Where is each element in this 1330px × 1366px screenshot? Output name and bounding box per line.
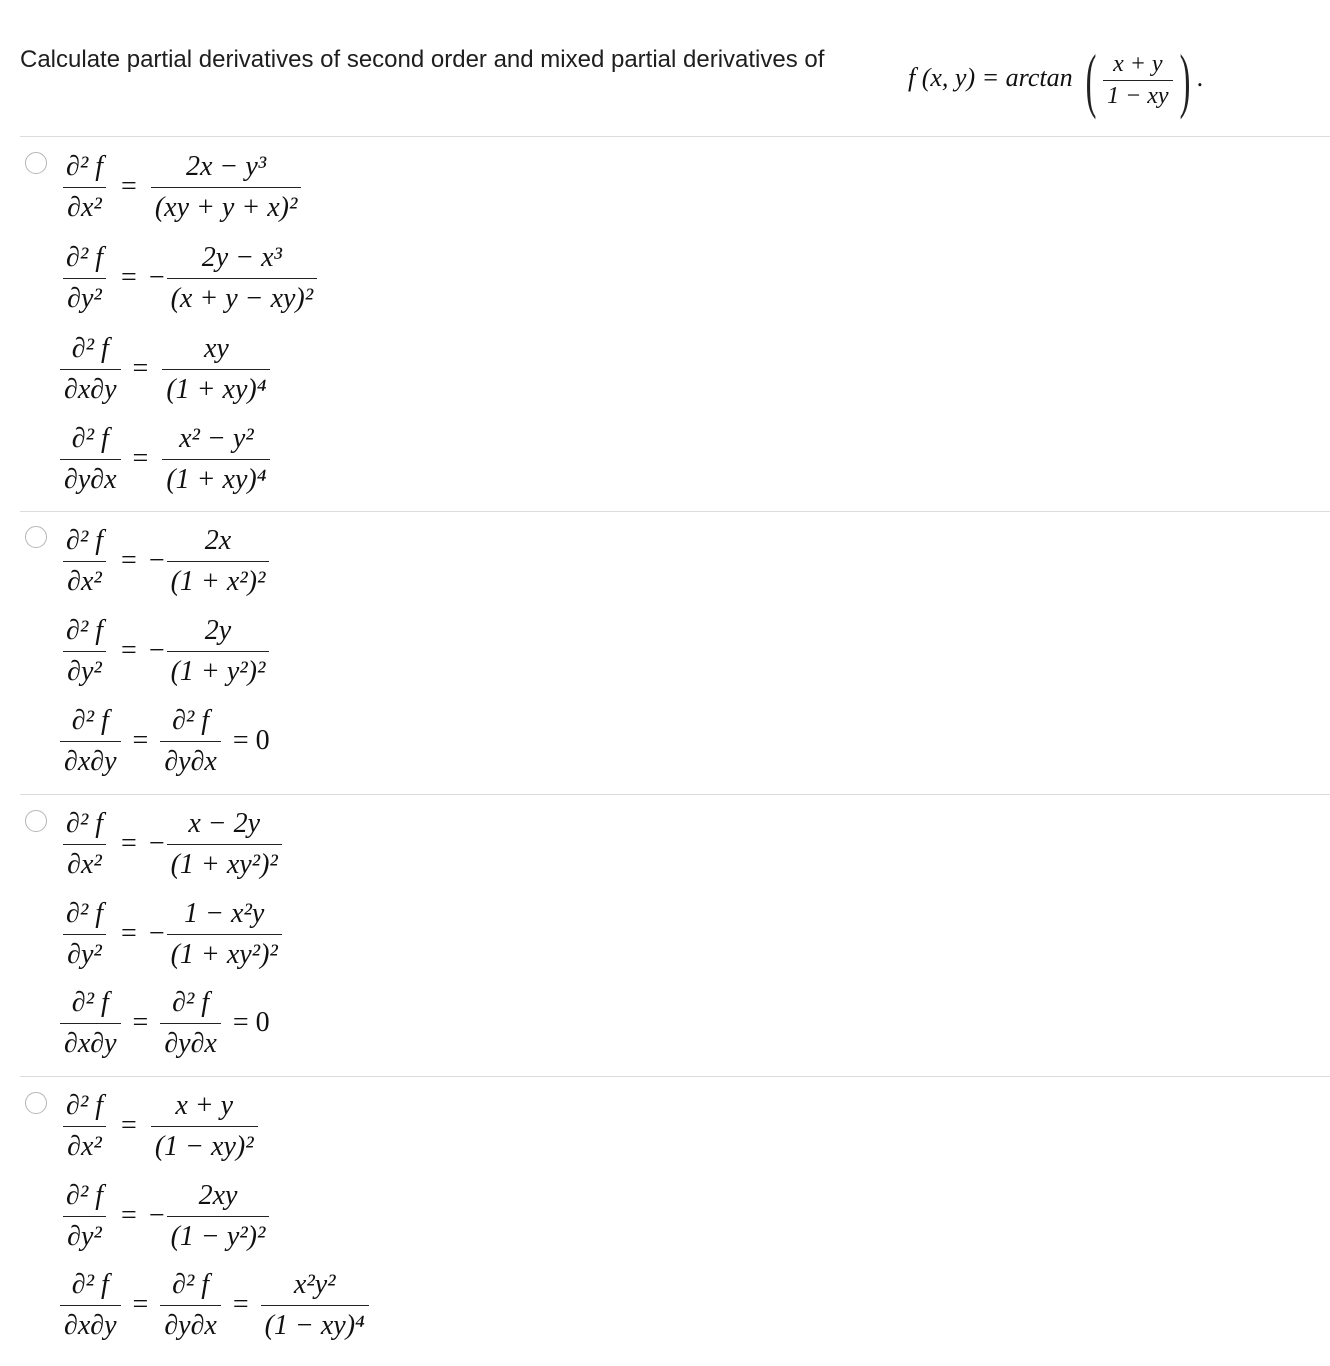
lhs-numerator: ∂² f [66, 1179, 104, 1211]
question-function [908, 40, 1204, 120]
equation-row [60, 801, 282, 887]
rhs-denominator: (1 + xy)⁴ [162, 459, 270, 498]
equals-zero: = 0 [232, 1007, 270, 1038]
lhs-fraction [160, 1267, 221, 1344]
lhs-numerator: ∂² f [71, 332, 109, 364]
rhs-denominator: (xy + y + x)² [151, 187, 302, 226]
equals-sign: = [121, 545, 137, 576]
lhs-numerator: ∂² f [172, 704, 210, 736]
equals-sign: = [121, 918, 137, 949]
lhs-numerator: ∂² f [66, 524, 104, 556]
lhs-fraction [60, 240, 109, 317]
sign: − [148, 918, 165, 949]
lhs-denominator: ∂y² [63, 934, 106, 973]
rhs-numerator: 2y [204, 614, 232, 646]
lhs-denominator: ∂y² [63, 1216, 106, 1255]
rhs-denominator: (1 + x²)² [167, 561, 270, 600]
lhs-fraction [60, 149, 109, 226]
rhs-numerator: x + y [175, 1089, 234, 1121]
rhs-fraction [167, 896, 282, 973]
lhs-fraction [60, 421, 121, 498]
rhs-numerator: x − 2y [188, 807, 261, 839]
rhs-denominator: (1 + y²)² [167, 651, 270, 690]
equals-sign: = [121, 171, 137, 202]
lhs-denominator: ∂x² [63, 187, 106, 226]
rhs-numerator: xy [203, 332, 229, 364]
function-tail: . [1196, 62, 1204, 92]
lhs-numerator: ∂² f [66, 150, 104, 182]
lhs-numerator: ∂² f [66, 1089, 104, 1121]
divider [20, 794, 1330, 795]
lhs-denominator: ∂y∂x [160, 741, 221, 780]
lhs-denominator: ∂x² [63, 844, 106, 883]
lhs-denominator: ∂x∂y [60, 1305, 121, 1344]
rhs-numerator: 1 − x²y [184, 897, 265, 929]
equals-sign: = [132, 353, 149, 384]
rhs-denominator: (1 + xy²)² [167, 844, 282, 883]
right-paren: ) [1179, 40, 1190, 120]
rhs-denominator: (x + y − xy)² [167, 278, 318, 317]
equation-row [60, 326, 270, 412]
lhs-fraction [160, 703, 221, 780]
lhs-denominator: ∂x² [63, 561, 106, 600]
lhs-numerator: ∂² f [172, 986, 210, 1018]
lhs-denominator: ∂x∂y [60, 1023, 121, 1062]
lhs-fraction [60, 1267, 121, 1344]
lhs-denominator: ∂x∂y [60, 741, 121, 780]
equation-row [60, 235, 317, 321]
rhs-denominator: (1 + xy²)² [167, 934, 282, 973]
equals-sign: = [132, 1007, 149, 1038]
lhs-denominator: ∂y∂x [60, 459, 121, 498]
equals-sign: = [121, 828, 137, 859]
lhs-fraction [60, 613, 109, 690]
lhs-numerator: ∂² f [66, 807, 104, 839]
equation-row [60, 518, 269, 604]
rhs-fraction [167, 1178, 270, 1255]
equals-sign: = [132, 443, 149, 474]
lhs-denominator: ∂x² [63, 1126, 106, 1165]
equals-sign: = [121, 635, 137, 666]
function-fraction [1103, 51, 1173, 110]
equals-sign: = [121, 1110, 137, 1141]
radio-button[interactable] [25, 1092, 47, 1114]
lhs-fraction [60, 985, 121, 1062]
equals-sign: = [232, 1289, 249, 1320]
equation-row [60, 608, 269, 694]
sign: − [148, 262, 165, 293]
equals-zero: = 0 [232, 725, 270, 756]
equation-row [60, 416, 270, 502]
sign: − [148, 828, 165, 859]
rhs-fraction [261, 1267, 369, 1344]
lhs-numerator: ∂² f [66, 241, 104, 273]
lhs-fraction [60, 1088, 109, 1165]
rhs-denominator: (1 − xy)⁴ [261, 1305, 369, 1344]
lhs-denominator: ∂y² [63, 651, 106, 690]
lhs-fraction [60, 896, 109, 973]
lhs-numerator: ∂² f [71, 704, 109, 736]
sign: − [148, 545, 165, 576]
equation-row [60, 1083, 258, 1169]
equals-sign: = [132, 1289, 149, 1320]
radio-button[interactable] [25, 810, 47, 832]
divider [20, 511, 1330, 512]
rhs-denominator: (1 − y²)² [167, 1216, 270, 1255]
function-denominator: 1 − xy [1103, 80, 1173, 110]
rhs-numerator: 2y − x³ [201, 241, 282, 273]
radio-button[interactable] [25, 526, 47, 548]
lhs-fraction [60, 1178, 109, 1255]
rhs-denominator: (1 − xy)² [151, 1126, 258, 1165]
rhs-numerator: 2x − y³ [186, 150, 267, 182]
equals-sign: = [132, 725, 149, 756]
rhs-denominator: (1 + xy)⁴ [162, 369, 270, 408]
lhs-numerator: ∂² f [172, 1268, 210, 1300]
lhs-denominator: ∂x∂y [60, 369, 121, 408]
lhs-denominator: ∂y∂x [160, 1305, 221, 1344]
lhs-denominator: ∂y∂x [160, 1023, 221, 1062]
divider [20, 1076, 1330, 1077]
rhs-numerator: 2x [204, 524, 232, 556]
equation-row [60, 980, 270, 1066]
rhs-numerator: x² − y² [179, 422, 254, 454]
radio-button[interactable] [25, 152, 47, 174]
divider [20, 136, 1330, 137]
lhs-fraction [60, 331, 121, 408]
equation-row [60, 144, 301, 230]
rhs-fraction [151, 149, 302, 226]
rhs-fraction [167, 613, 270, 690]
lhs-numerator: ∂² f [71, 986, 109, 1018]
left-paren: ( [1085, 40, 1097, 120]
rhs-fraction [167, 240, 318, 317]
equals-sign: = [121, 1200, 137, 1231]
rhs-fraction [162, 331, 270, 408]
lhs-denominator: ∂y² [63, 278, 106, 317]
sign: − [148, 1200, 165, 1231]
equation-row [60, 698, 270, 784]
lhs-fraction [60, 523, 109, 600]
lhs-fraction [160, 985, 221, 1062]
function-numerator: x + y [1113, 50, 1163, 77]
lhs-fraction [60, 806, 109, 883]
rhs-numerator: 2xy [198, 1179, 238, 1211]
rhs-fraction [167, 523, 270, 600]
lhs-fraction [60, 703, 121, 780]
sign: − [148, 635, 165, 666]
equation-row [60, 1262, 369, 1348]
rhs-fraction [162, 421, 270, 498]
equation-row [60, 1173, 269, 1259]
equals-sign: = [121, 262, 137, 293]
question-text: Calculate partial derivatives of second order and mixed partial derivatives of [20, 46, 825, 73]
lhs-numerator: ∂² f [71, 422, 109, 454]
lhs-numerator: ∂² f [71, 1268, 109, 1300]
question [20, 26, 1320, 120]
rhs-fraction [151, 1088, 258, 1165]
lhs-numerator: ∂² f [66, 614, 104, 646]
equation-row [60, 891, 282, 977]
rhs-fraction [167, 806, 282, 883]
lhs-numerator: ∂² f [66, 897, 104, 929]
function-lhs: f (x, y) = arctan [908, 62, 1073, 92]
rhs-numerator: x²y² [293, 1268, 336, 1300]
